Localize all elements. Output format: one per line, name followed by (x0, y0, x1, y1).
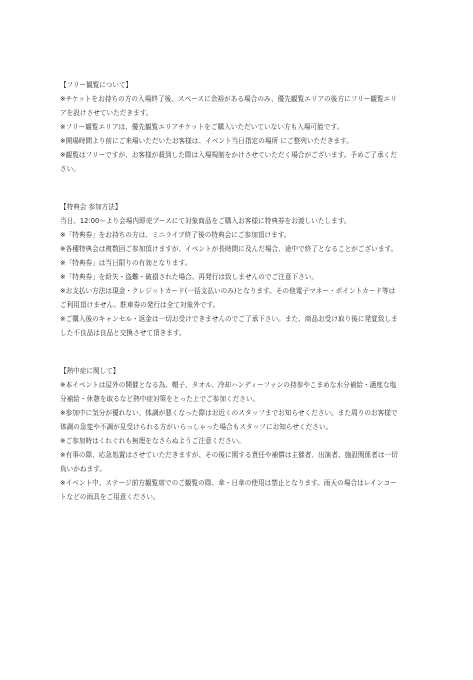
paragraph: 当日、12:00～より会場内即売ブースにて対象商品をご購入お客様に特典券をお渡しいたします。 (60, 217, 351, 225)
section-event-participation (60, 200, 400, 340)
section-title: 【フリー観覧について】 (60, 81, 133, 89)
paragraph: ※参加中に気分が優れない、体調が悪くなった際はお近くのスタッフまでお知らせください。また周りのお客様で体調の急変や不調が見受けられる方がいらっしゃった場合もスタッフにお知らせください。 (60, 409, 398, 431)
paragraph: ※お支払い方法は現金・クレジットカード(一括支払いのみ)となります。その他電子マネー・ポイントカード等はご利用頂けません。駐車券の発行は全て対象外です。 (60, 287, 396, 309)
paragraph: ※チケットをお持ちの方の入場終了後、スペースに余裕がある場合のみ、優先観覧エリアの後方にフリー観覧エリアを設けさせていただきます。 (60, 95, 397, 117)
document-page (60, 78, 400, 528)
paragraph: ※有事の際、応急処置はさせていただきますが、その後に関する責任や補償は主催者、出演者、施設関係者は一切負いかねます。 (60, 451, 398, 473)
paragraph: ※ご購入後のキャンセル・返金は一切お受けできませんのでご了承下さい。また、商品お受け取り後に発覚致しました不良品は良品と交換させて頂きます。 (60, 315, 398, 337)
paragraph: ※本イベントは屋外の開催となる為、帽子、タオル、冷却ハンディーファンの持参やこまめな水分補給・適度な塩分補給・休憩を取るなど熱中症対策をとった上でご参加ください。 (60, 381, 397, 403)
paragraph: ※観覧はフリーですが、お客様が殺到した際は入場規制をかけさせていただく場合がございます。予めご了承ください。 (60, 151, 397, 173)
paragraph: ※「特典券」は当日限りの有効となります。 (60, 259, 192, 267)
paragraph: ※開場時間より前にご来場いただいたお客様は、イベント当日指定の場所 にご整列いただきます。 (60, 137, 353, 145)
paragraph: ※フリー観覧エリアは、優先観覧エリアチケットをご購入いただいていない方も入場可能です。 (60, 123, 344, 131)
section-free-viewing (60, 78, 400, 176)
section-title: 【熱中症に関して】 (60, 367, 120, 375)
paragraph: ※「特典券」をお持ちの方は、ミニライブ終了後の特典会にご参加頂けます。 (60, 231, 291, 239)
section-title: 【特典会 参加方法】 (60, 203, 122, 211)
paragraph: ※各種特典会は複数回ご参加頂けますが、イベントが長時間に及んだ場合、途中で終了となることがございます。 (60, 245, 398, 253)
section-heatstroke (60, 364, 400, 504)
paragraph: ※ご参加時はくれぐれも無理をなさらぬようご注意ください。 (60, 437, 245, 445)
paragraph: ※イベント中、ステージ前方観覧席でのご観覧の際、傘・日傘の使用は禁止となります。雨天の場合はレインコートなどの雨具をご用意ください。 (60, 479, 397, 501)
paragraph: ※「特典券」を紛失・盗難・破損された場合、再発行は致しませんのでご注意下さい。 (60, 273, 319, 281)
